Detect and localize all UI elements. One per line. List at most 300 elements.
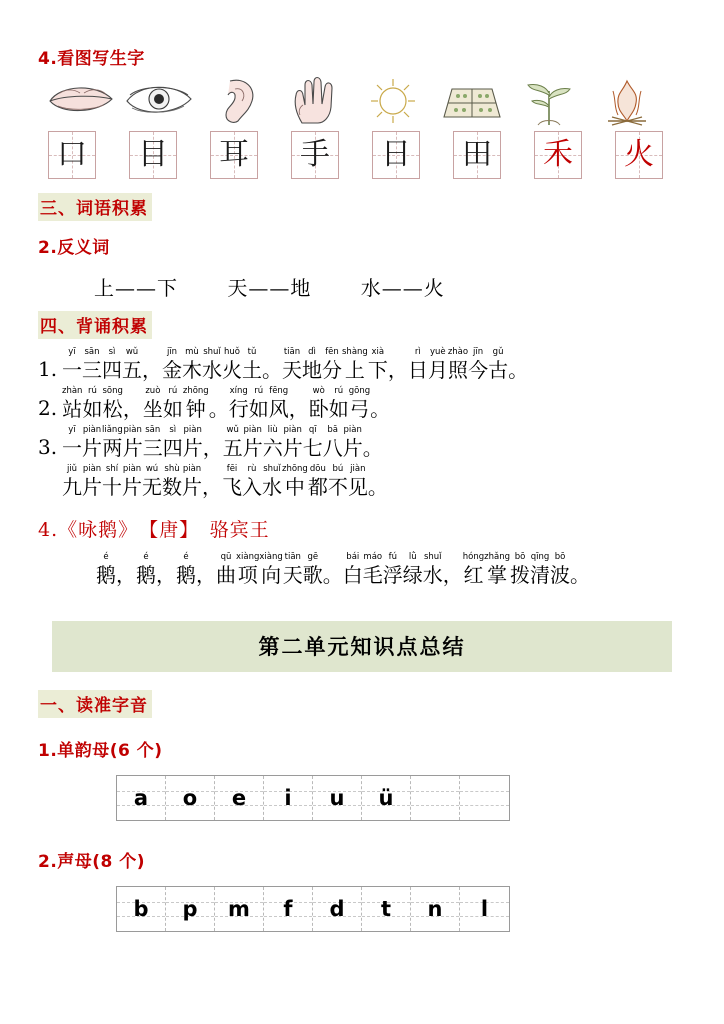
ruby-token bbox=[202, 347, 222, 382]
ruby-token bbox=[249, 386, 269, 421]
section-band-pronunciation bbox=[38, 690, 686, 718]
pinyin: sì bbox=[169, 425, 177, 435]
hanzi: 四 bbox=[162, 436, 183, 460]
tianzige-cell bbox=[48, 131, 96, 179]
ruby-token bbox=[259, 552, 282, 587]
hanzi: 风 bbox=[268, 397, 289, 421]
hanzi: 三 bbox=[82, 358, 102, 382]
letter-cell bbox=[117, 887, 166, 931]
ruby-token bbox=[163, 425, 183, 460]
ruby-token bbox=[342, 347, 368, 382]
ruby-token bbox=[183, 425, 203, 460]
pinyin: piàn bbox=[182, 464, 202, 474]
pinyin: piàn bbox=[122, 464, 142, 474]
pinyin: sōng bbox=[102, 386, 123, 396]
ruby-token bbox=[530, 552, 550, 587]
pinyin: fēn bbox=[325, 347, 339, 357]
ruby-token bbox=[96, 552, 116, 587]
initials-table bbox=[116, 886, 510, 932]
hanzi: 浮 bbox=[382, 563, 403, 587]
pinyin: xià bbox=[371, 347, 385, 357]
hanzi: 片 bbox=[242, 436, 263, 460]
ruby-token bbox=[428, 347, 448, 382]
pinyin: rú bbox=[88, 386, 97, 396]
hanzi: 古 bbox=[488, 358, 509, 382]
pinyin: wǔ bbox=[125, 347, 139, 357]
pinyin: qīng bbox=[530, 552, 550, 562]
antonym-pair: 水——火 bbox=[360, 276, 445, 300]
ruby-token bbox=[123, 386, 143, 421]
letter: t bbox=[380, 897, 392, 921]
hanzi: 卧 bbox=[308, 397, 329, 421]
pinyin: liǎng bbox=[102, 425, 123, 435]
pinyin: xiàng bbox=[236, 552, 260, 562]
letter: l bbox=[480, 897, 489, 921]
pinyin: piàn bbox=[243, 425, 262, 435]
tianzige-cell bbox=[534, 131, 582, 179]
pinyin: jiàn bbox=[350, 464, 366, 474]
pinyin: zhōng bbox=[182, 386, 209, 396]
ruby-token bbox=[182, 464, 202, 499]
letter: e bbox=[231, 786, 247, 810]
ruby-token bbox=[510, 552, 530, 587]
antonym-pairs-row bbox=[94, 272, 686, 301]
ruby-token bbox=[122, 347, 142, 382]
pinyin: zuò bbox=[145, 386, 161, 396]
pinyin: bō bbox=[514, 552, 526, 562]
ruby-token bbox=[162, 464, 182, 499]
ruby-token bbox=[323, 425, 343, 460]
ruby-token bbox=[62, 386, 82, 421]
section-band-words-label: 三、词语积累 bbox=[38, 193, 152, 221]
hanzi: 片 bbox=[182, 436, 203, 460]
letter-cell bbox=[166, 776, 215, 820]
pinyin: hóng bbox=[462, 552, 485, 562]
hanzi: 白 bbox=[342, 563, 363, 587]
ruby-token bbox=[142, 347, 162, 382]
hanzi: 清 bbox=[530, 563, 550, 587]
pinyin: yuè bbox=[429, 347, 446, 357]
hanzi: 不 bbox=[327, 475, 348, 499]
ruby-token bbox=[368, 347, 388, 382]
ruby-token bbox=[62, 425, 82, 460]
pinyin: jiǔ bbox=[66, 464, 78, 474]
ruby-token bbox=[229, 386, 249, 421]
hanzi: 七 bbox=[302, 436, 323, 460]
ruby-token bbox=[283, 552, 303, 587]
item-number: 1. bbox=[38, 357, 58, 381]
pinyin: máo bbox=[363, 552, 383, 562]
ruby-token bbox=[222, 347, 242, 382]
eye-picture bbox=[122, 75, 196, 127]
hanzi: 歌 bbox=[302, 563, 323, 587]
hanzi: 日 bbox=[407, 358, 428, 382]
hanzi: 金 bbox=[162, 358, 182, 382]
letter: d bbox=[329, 897, 345, 921]
pinyin: gǔ bbox=[492, 347, 504, 357]
ruby-token bbox=[508, 347, 528, 382]
ruby-token bbox=[484, 552, 510, 587]
ruby-token bbox=[223, 425, 243, 460]
pinyin: sì bbox=[108, 347, 116, 357]
ruby-token bbox=[343, 552, 363, 587]
pinyin: shàng bbox=[342, 347, 368, 357]
ear-picture bbox=[200, 75, 274, 127]
pinyin: gē bbox=[307, 552, 319, 562]
ruby-token bbox=[136, 552, 156, 587]
pinyin: dōu bbox=[309, 464, 326, 474]
ruby-token bbox=[62, 347, 82, 382]
letter: n bbox=[427, 897, 443, 921]
ruby-token bbox=[463, 552, 484, 587]
hanzi: 拨 bbox=[510, 563, 530, 587]
ruby-token bbox=[156, 552, 176, 587]
hanzi: 波 bbox=[550, 563, 570, 587]
pinyin: zhàn bbox=[62, 386, 83, 396]
hanzi: 土 bbox=[242, 358, 262, 382]
ruby-token bbox=[363, 425, 383, 460]
section-heading-look-and-write: 4.看图写生字 bbox=[38, 49, 145, 69]
hanzi: ， bbox=[442, 563, 463, 587]
list-item bbox=[38, 425, 686, 460]
hanzi: 分 bbox=[322, 358, 342, 382]
hanzi: 天 bbox=[282, 563, 303, 587]
hanzi: 片 bbox=[182, 475, 202, 499]
ruby-token bbox=[242, 464, 262, 499]
ruby-token bbox=[363, 552, 383, 587]
letter-cell-empty bbox=[460, 776, 509, 820]
grid-char: 火 bbox=[624, 137, 654, 172]
hanzi: ， bbox=[122, 397, 143, 421]
pinyin: yī bbox=[68, 347, 76, 357]
ruby-token bbox=[242, 347, 262, 382]
ruby-token bbox=[122, 464, 142, 499]
hanzi: ， bbox=[196, 563, 216, 587]
hanzi: 松 bbox=[102, 397, 123, 421]
ruby-token bbox=[163, 386, 183, 421]
field-picture bbox=[434, 75, 508, 127]
ruby-token bbox=[262, 464, 282, 499]
subsection-heading-single-finals: 1.单韵母(6 个) bbox=[38, 741, 163, 761]
hanzi: 片 bbox=[82, 436, 102, 460]
pinyin: yī bbox=[68, 425, 76, 435]
pinyin: zhào bbox=[447, 347, 469, 357]
ruby-token bbox=[388, 347, 408, 382]
list-item bbox=[38, 464, 686, 499]
section-band-words bbox=[38, 193, 686, 221]
hanzi: 两 bbox=[102, 436, 123, 460]
pinyin: bú bbox=[332, 464, 344, 474]
grid-char: 日 bbox=[381, 137, 411, 172]
hanzi: 如 bbox=[82, 397, 103, 421]
letter: a bbox=[133, 786, 149, 810]
pinyin: zhōng bbox=[282, 464, 308, 474]
section-band-recite bbox=[38, 311, 686, 339]
pinyin: piàn bbox=[283, 425, 302, 435]
grid-char: 口 bbox=[57, 137, 87, 172]
item-number: 3. bbox=[38, 435, 58, 459]
ruby-token bbox=[323, 552, 343, 587]
list-item bbox=[38, 386, 686, 421]
ruby-token bbox=[182, 347, 202, 382]
hanzi: ， bbox=[387, 358, 408, 382]
hanzi: ， bbox=[202, 436, 223, 460]
ruby-token bbox=[269, 386, 289, 421]
pinyin: jīn bbox=[166, 347, 178, 357]
ruby-line-poem bbox=[96, 552, 686, 587]
ruby-token bbox=[309, 386, 329, 421]
hanzi: 数 bbox=[162, 475, 182, 499]
hanzi: 。 bbox=[367, 475, 388, 499]
pinyin: mù bbox=[185, 347, 199, 357]
ruby-token bbox=[209, 386, 229, 421]
pinyin: piàn bbox=[82, 464, 102, 474]
poem-body bbox=[96, 552, 686, 587]
grid-char: 田 bbox=[462, 137, 492, 172]
item-number: 2. bbox=[38, 396, 58, 420]
tianzige-cell bbox=[615, 131, 663, 179]
hanzi: 四 bbox=[102, 358, 122, 382]
hanzi: 火 bbox=[222, 358, 242, 382]
letter: f bbox=[283, 897, 293, 921]
hanzi: 今 bbox=[468, 358, 489, 382]
ruby-token bbox=[162, 347, 182, 382]
hanzi: 向 bbox=[261, 563, 282, 587]
hanzi: 中 bbox=[284, 475, 305, 499]
pinyin: sān bbox=[145, 425, 161, 435]
list-item bbox=[38, 347, 686, 382]
seedling-picture bbox=[512, 75, 586, 127]
pinyin: wǔ bbox=[226, 425, 239, 435]
ruby-token bbox=[183, 386, 209, 421]
hanzi: 掌 bbox=[487, 563, 508, 587]
tianzige-cell bbox=[291, 131, 339, 179]
hand-picture bbox=[278, 75, 352, 127]
ruby-token bbox=[329, 386, 349, 421]
hanzi: 片 bbox=[122, 436, 143, 460]
letter-cell bbox=[460, 887, 509, 931]
letter: u bbox=[329, 786, 345, 810]
hanzi: 。 bbox=[322, 563, 343, 587]
letter: b bbox=[133, 897, 149, 921]
hanzi: 上 bbox=[344, 358, 365, 382]
letter-cell bbox=[166, 887, 215, 931]
ruby-token bbox=[303, 425, 323, 460]
hanzi: 如 bbox=[328, 397, 349, 421]
hanzi: 五 bbox=[222, 436, 243, 460]
pinyin: liù bbox=[267, 425, 278, 435]
letter-cell bbox=[362, 887, 411, 931]
hanzi: 弓 bbox=[349, 397, 370, 421]
hanzi: 无 bbox=[142, 475, 162, 499]
ruby-token bbox=[216, 552, 236, 587]
section-band-recite-label: 四、背诵积累 bbox=[38, 311, 152, 339]
hanzi: 片 bbox=[342, 436, 363, 460]
hanzi: 红 bbox=[463, 563, 484, 587]
pinyin: fēi bbox=[226, 464, 238, 474]
letter-cell bbox=[264, 776, 313, 820]
ruby-token bbox=[102, 464, 122, 499]
hanzi: 鹅 bbox=[136, 563, 156, 587]
hanzi: 一 bbox=[62, 358, 82, 382]
letter: ü bbox=[378, 786, 394, 810]
hanzi: 水 bbox=[202, 358, 222, 382]
ruby-token bbox=[143, 386, 163, 421]
fire-picture bbox=[590, 75, 664, 127]
pinyin: fú bbox=[388, 552, 397, 562]
hanzi: 水 bbox=[262, 475, 282, 499]
hanzi: 片 bbox=[282, 436, 303, 460]
hanzi: 月 bbox=[427, 358, 448, 382]
pinyin: shuǐ bbox=[203, 347, 221, 357]
sun-picture bbox=[356, 75, 430, 127]
ruby-token bbox=[283, 425, 303, 460]
pinyin: rú bbox=[168, 386, 178, 396]
ruby-token bbox=[263, 425, 283, 460]
letter-cell bbox=[313, 776, 362, 820]
hanzi: ， bbox=[116, 563, 136, 587]
ruby-token bbox=[102, 386, 122, 421]
hanzi: 一 bbox=[62, 436, 82, 460]
hanzi: 下 bbox=[367, 358, 388, 382]
pinyin: fēng bbox=[269, 386, 289, 396]
hanzi: 站 bbox=[62, 397, 83, 421]
pinyin: tǔ bbox=[247, 347, 257, 357]
hanzi: 绿 bbox=[402, 563, 423, 587]
hanzi: 八 bbox=[322, 436, 343, 460]
ruby-token bbox=[370, 386, 390, 421]
ruby-token bbox=[308, 464, 328, 499]
pinyin: shù bbox=[164, 464, 180, 474]
ruby-token bbox=[243, 425, 263, 460]
hanzi: 钟 bbox=[185, 397, 206, 421]
hanzi: 九 bbox=[62, 475, 82, 499]
letter-cell bbox=[215, 776, 264, 820]
antonym-pair: 天——地 bbox=[227, 276, 312, 300]
hanzi: 曲 bbox=[216, 563, 236, 587]
ruby-token bbox=[443, 552, 463, 587]
hanzi: 水 bbox=[422, 563, 443, 587]
pinyin: é bbox=[103, 552, 109, 562]
antonym-pair: 上——下 bbox=[94, 276, 178, 300]
ruby-line-2 bbox=[62, 386, 390, 421]
hanzi: ， bbox=[288, 397, 309, 421]
hanzi: 。 bbox=[370, 397, 391, 421]
pinyin: rì bbox=[414, 347, 421, 357]
tianzige-cell bbox=[129, 131, 177, 179]
pinyin: dì bbox=[308, 347, 316, 357]
grid-char: 耳 bbox=[219, 137, 249, 172]
letter-cell-empty bbox=[411, 776, 460, 820]
letter: p bbox=[182, 897, 198, 921]
pinyin: zhǎng bbox=[484, 552, 510, 562]
hanzi: 片 bbox=[82, 475, 102, 499]
pinyin: piàn bbox=[82, 425, 102, 435]
ruby-token bbox=[123, 425, 143, 460]
hanzi: 。 bbox=[208, 397, 229, 421]
hanzi: 五 bbox=[122, 358, 142, 382]
ruby-token bbox=[468, 347, 488, 382]
letter-cell bbox=[215, 887, 264, 931]
pinyin: sān bbox=[84, 347, 100, 357]
hanzi: 片 bbox=[122, 475, 142, 499]
ruby-token bbox=[303, 552, 323, 587]
pinyin: shí bbox=[105, 464, 119, 474]
ruby-token bbox=[142, 464, 162, 499]
pinyin: piàn bbox=[123, 425, 142, 435]
pinyin: piàn bbox=[183, 425, 202, 435]
recite-list bbox=[38, 347, 686, 499]
letter-cell bbox=[313, 887, 362, 931]
hanzi: 。 bbox=[570, 563, 590, 587]
ruby-token bbox=[570, 552, 590, 587]
ruby-token bbox=[368, 464, 388, 499]
ruby-token bbox=[322, 347, 342, 382]
ruby-token bbox=[176, 552, 196, 587]
pinyin: shuǐ bbox=[423, 552, 442, 562]
character-grid-row bbox=[48, 131, 663, 179]
mouth-lips-picture bbox=[44, 75, 118, 127]
pinyin: piàn bbox=[343, 425, 362, 435]
letter: i bbox=[284, 786, 292, 810]
pinyin: wú bbox=[145, 464, 159, 474]
grid-char: 禾 bbox=[543, 137, 573, 172]
ruby-token bbox=[408, 347, 428, 382]
pinyin: qī bbox=[308, 425, 317, 435]
subsection-heading-initials: 2.声母(8 个) bbox=[38, 852, 146, 872]
hanzi: 地 bbox=[302, 358, 322, 382]
pinyin: rú bbox=[334, 386, 344, 396]
unit-banner: 第二单元知识点总结 bbox=[52, 621, 672, 672]
ruby-token bbox=[349, 386, 370, 421]
ruby-token bbox=[82, 464, 102, 499]
pinyin: rù bbox=[247, 464, 257, 474]
pinyin: huǒ bbox=[224, 347, 240, 357]
hanzi: 天 bbox=[282, 358, 302, 382]
pinyin: jīn bbox=[473, 347, 484, 357]
grid-char: 目 bbox=[138, 137, 168, 172]
ruby-token bbox=[62, 464, 82, 499]
hanzi: 如 bbox=[248, 397, 269, 421]
grid-char: 手 bbox=[300, 137, 330, 172]
ruby-token bbox=[423, 552, 443, 587]
hanzi: 行 bbox=[228, 397, 249, 421]
pinyin: tiān bbox=[283, 347, 301, 357]
hanzi: 。 bbox=[362, 436, 383, 460]
hanzi: 坐 bbox=[142, 397, 163, 421]
tianzige-cell bbox=[372, 131, 420, 179]
hanzi: ， bbox=[202, 475, 222, 499]
hanzi: 见 bbox=[347, 475, 368, 499]
hanzi: 毛 bbox=[362, 563, 383, 587]
ruby-token bbox=[302, 347, 322, 382]
pinyin: bā bbox=[327, 425, 339, 435]
pinyin: é bbox=[143, 552, 149, 562]
letter: o bbox=[182, 786, 198, 810]
ruby-line-3 bbox=[62, 425, 383, 460]
pinyin: bái bbox=[346, 552, 360, 562]
ruby-token bbox=[143, 425, 163, 460]
ruby-token bbox=[82, 347, 102, 382]
ruby-token bbox=[102, 425, 123, 460]
ruby-token bbox=[448, 347, 468, 382]
ruby-token bbox=[328, 464, 348, 499]
ruby-token bbox=[343, 425, 363, 460]
letter-cell bbox=[411, 887, 460, 931]
ruby-token bbox=[348, 464, 368, 499]
single-finals-table bbox=[116, 775, 510, 821]
ruby-line-4 bbox=[62, 464, 388, 499]
